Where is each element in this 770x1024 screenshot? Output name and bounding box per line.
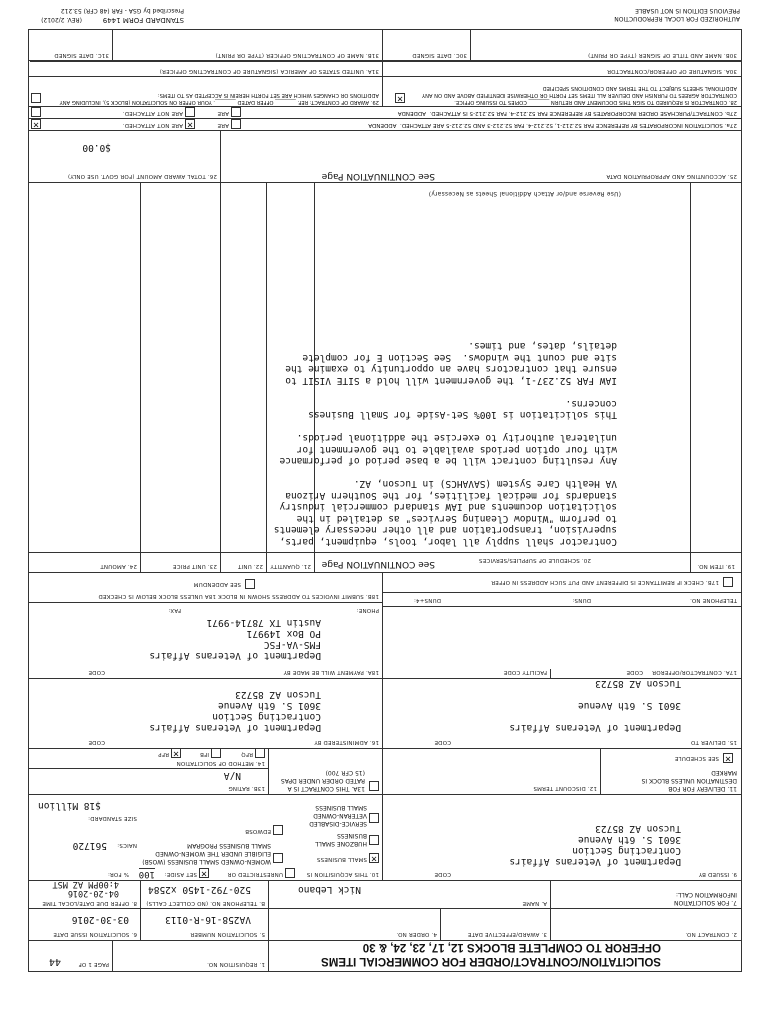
contractor-code-label: CODE	[626, 669, 643, 675]
see-schedule-checkbox[interactable]: ✕	[724, 754, 732, 763]
offer-due-date: 04-20-2016	[67, 888, 119, 898]
discount-terms-label: 12. DISCOUNT TERMS	[533, 785, 597, 791]
payment-line: Department of Veterans Affairs	[149, 650, 321, 661]
solicitation-number: VA258-16-R-0113	[165, 914, 251, 925]
duns4-label: DUNS+4:	[413, 597, 441, 603]
page-label: PAGE 1 OF	[78, 961, 109, 967]
offer-due-time: 4:00PM AZ MST	[52, 879, 119, 889]
contract-no-label: 2. CONTRACT NO.	[685, 931, 737, 937]
payment-fax-label: FAX:	[168, 607, 181, 613]
total-award-label: 26. TOTAL AWARD AMOUNT (FOR GOVT. USE ONLY)	[67, 173, 217, 179]
total-award-amount: $0.00	[82, 142, 111, 153]
schedule-line: VA Health Care System (SAVAHCS) in Tucson, AZ.	[353, 478, 617, 490]
schedule-line: Contractor shall supply all labor, tools, equipment, parts,	[279, 536, 617, 547]
signature30a-label: 30A. SIGNATURE OF OFFEROR/CONTRACTOR	[606, 68, 737, 74]
hubzone-label: HUBZONE SMALL BUSINESS	[315, 832, 367, 847]
footer-form-name: STANDARD FORM 1449	[102, 16, 184, 24]
edwosb-checkbox[interactable]	[273, 825, 283, 835]
27b-are-not-label: ARE NOT ATTACHED.	[122, 110, 183, 116]
remittance-label: 17B. CHECK IF REMITTANCE IS DIFFERENT AND PUT SUCH ADDRESS IN OFFER	[491, 579, 719, 585]
small-business-checkbox[interactable]: ✕	[370, 854, 378, 863]
issuer-line: 3601 S. 6th Avenue	[578, 834, 681, 845]
unit-price-label: 23. UNIT PRICE	[172, 563, 217, 569]
contractor-phone-label: TELEPHONE NO.	[689, 597, 737, 603]
schedule-line: IAW FAR 52.237-1, the government will hold a SITE VISIT to	[285, 375, 617, 386]
name31b-label: 31B. NAME OF CONTRACTING OFFICER (TYPE OR PRINT)	[215, 52, 379, 58]
issuer-line: Department of Veterans Affairs	[509, 856, 681, 867]
rfq-label: RFQ	[241, 751, 253, 757]
unrestricted-label: UNRESTRICTED OR	[227, 871, 283, 877]
administered-line: Department of Veterans Affairs	[149, 722, 321, 733]
administered-line: 3601 S. 6th Avenue	[218, 700, 321, 711]
27a-are-not-checkbox[interactable]: ✕	[186, 120, 194, 129]
sdvosb-label: SERVICE-DISABLED VETERAN-OWNED SMALL BUSINESS	[309, 804, 367, 827]
set-aside-percent: 100	[138, 869, 155, 879]
issuer-line: Contracting Section	[572, 845, 681, 856]
schedule-line: supervision, transportation and all other necessary elements	[273, 524, 617, 536]
requisition-label: 1. REQUISITION NO.	[206, 961, 265, 967]
administered-code-label: CODE	[88, 739, 105, 745]
footer-authorized: AUTHORIZED FOR LOCAL REPRODUCTION	[614, 15, 740, 22]
rfp-checkbox[interactable]: ✕	[172, 749, 180, 758]
see-continuation-accounting: See CONTINUATION Page	[321, 171, 435, 181]
name30b-label: 30B. NAME AND TITLE OF SIGNER (TYPE OR PRINT)	[587, 52, 737, 58]
rfq-checkbox[interactable]	[255, 748, 265, 758]
phone-label: B. TELEPHONE NO. (NO COLLECT CALLS)	[146, 900, 265, 906]
deliver-to-label: 15. DELIVER TO	[690, 739, 737, 745]
27b-checkbox[interactable]	[31, 107, 41, 117]
schedule-line: ensure that contractors have an opportunity to examine the	[285, 363, 617, 375]
ifb-label: IFB	[199, 751, 209, 757]
schedule-line: solicitation documents and IAW standard commercial industry	[279, 501, 617, 513]
award-date-label: 3. AWARD/EFFECTIVE DATE	[467, 931, 547, 937]
date31c-label: 31C. DATE SIGNED	[54, 52, 109, 58]
contractor-label: 17A. CONTRACTOR/OFFEROR	[652, 669, 737, 675]
issue-date-label: 6. SOLICITATION ISSUE DATE	[53, 931, 137, 937]
form-title-line1: SOLICITATION/CONTRACT/ORDER FOR COMMERCIAL ITEMS	[321, 955, 661, 967]
schedule-line: site and count the windows. See Section E for complete	[302, 352, 617, 363]
supplies-label: 20. SCHEDULE OF SUPPLIES/SERVICES	[478, 557, 591, 563]
27a-checkbox[interactable]: ✕	[32, 120, 40, 129]
rfp-label: RFP	[158, 751, 169, 757]
block29-text: 29. AWARD OF CONTRACT: REF. ________ OFFER DATED ________. YOUR OFFER ON SOLICITATION (BLOCK 5), INCLUDING ANY ADDITIONS OR CHANGES WHICH ARE SET FORTH HEREIN IS ACCEPTED AS TO ITEMS:	[59, 92, 379, 105]
contract-incorporates: 27b. CONTRACT/PURCHASE ORDER INCORPORATES BY REFERENCE FAR 52.212-4. FAR 52.212-5 IS ATTACHED. ADDENDA	[397, 110, 737, 116]
offer-due-label: 8. OFFER DUE DATE/LOCAL TIME	[42, 900, 137, 906]
quantity-label: 21. QUANTITY	[270, 563, 311, 569]
rated-order-checkbox[interactable]	[369, 781, 379, 791]
hubzone-checkbox[interactable]	[369, 835, 379, 845]
item-no-label: 19. ITEM NO.	[697, 563, 735, 569]
administered-line: Contracting Section	[212, 711, 321, 722]
schedule-line: with four option periods available to the government for	[296, 444, 617, 455]
naics-code: 561720	[72, 840, 107, 851]
block29-checkbox[interactable]	[31, 93, 41, 103]
issuer-line: Tucson AZ 85723	[595, 823, 681, 834]
administered-line: Tucson AZ 85723	[235, 689, 321, 700]
footer-revision: (REV. 2/2012)	[41, 16, 82, 23]
issued-by-label: 9. ISSUED BY	[698, 871, 737, 877]
schedule-line: standards for medical facilities, for the Southern Arizona	[285, 490, 617, 501]
schedule-line: unilateral authority to exercise the additional periods.	[296, 432, 617, 444]
27a-are-label: ARE	[217, 122, 229, 128]
signature-row	[28, 29, 742, 62]
administered-label: 16. ADMINISTERED BY	[314, 739, 379, 745]
date30c-label: 30C. DATE SIGNED	[412, 52, 467, 58]
facility-code-label: FACILITY CODE	[503, 669, 547, 675]
name-label: A. NAME	[522, 900, 547, 906]
schedule-line: Any resulting contract will be a base period of performance	[279, 455, 617, 467]
ifb-checkbox[interactable]	[211, 748, 221, 758]
payment-line: Austin TX 78714-9971	[206, 617, 321, 628]
percent-for-label: % FOR:	[107, 871, 129, 877]
schedule-line: This solicitation is 100% Set-Aside for Small Business	[308, 409, 617, 421]
sdvosb-checkbox[interactable]	[369, 813, 379, 823]
acquisition-label: 10. THIS ACQUISITION IS	[306, 871, 379, 877]
rating-value: N/A	[223, 770, 241, 781]
footer-previous-edition: PREVIOUS EDITION IS NOT USABLE	[635, 7, 740, 14]
signature31a-label: 31A. UNITED STATES OF AMERICA (SIGNATURE OF CONTRACTING OFFICER)	[159, 68, 379, 74]
payment-phone-label: PHONE:	[356, 607, 379, 613]
27b-are-checkbox[interactable]	[231, 107, 241, 117]
deliver-to-line: 3601 S. 6th Avenue	[578, 700, 681, 711]
small-business-label: SMALL BUSINESS	[316, 856, 367, 862]
contact-name: Nick Lebano	[298, 884, 361, 895]
block28-checkbox[interactable]: ✕	[396, 94, 404, 103]
block28-text: 28. CONTRACTOR IS REQUIRED TO SIGN THIS DOCUMENT AND RETURN ________ COPIES TO ISSUING OFFICE. CONTRACTOR AGREES TO FURNISH AND DELIVER ALL ITEMS SET FORTH OR OTHERWISE IDENTIFIED ABOVE AND ON ANY ADDITIONAL SHEETS SUBJECT TO THE TERMS AND CONDITIONS SPECIFIED	[421, 85, 737, 105]
form-title-line2: OFFEROR TO COMPLETE BLOCKS 12, 17, 23, 24, & 30	[362, 941, 661, 953]
unrestricted-checkbox[interactable]	[285, 868, 295, 878]
schedule-line: to perform "Window Cleaning Services" as detailed in the	[296, 513, 617, 524]
issue-date: 03-30-2016	[71, 914, 129, 925]
deliver-to-line: Department of Veterans Affairs	[509, 722, 681, 733]
duns-label: DUNS:	[572, 597, 591, 603]
solicitation-no-label: 5. SOLICITATION NUMBER	[190, 931, 265, 937]
contact-phone: 520-792-1450 x2584	[148, 884, 251, 895]
payment-code-label: CODE	[88, 669, 105, 675]
see-continuation-schedule: See CONTINUATION Page	[321, 559, 435, 569]
set-aside-label: SET ASIDE:	[164, 871, 197, 877]
page-count: 44	[48, 956, 61, 967]
payment-label: 18A. PAYMENT WILL BE MADE BY	[283, 669, 379, 675]
rated-order-label: 13A. THIS CONTRACT IS A RATED ORDER UNDER DPAS (15 CFR 700)	[280, 769, 365, 792]
info-label: 7. FOR SOLICITATION INFORMATION CALL:	[674, 891, 737, 906]
order-no-label: 4. ORDER NO.	[396, 931, 437, 937]
use-reverse-note: (Use Reverse and/or Attach Additional Sheets as Necessary)	[428, 190, 621, 197]
see-schedule-label: SEE SCHEDULE	[674, 755, 719, 761]
edwosb-label: EDWOSB	[245, 828, 271, 834]
accounting-label: 25. ACCOUNTING AND APPROPRIATION DATA	[606, 173, 737, 179]
27a-are-not-label: ARE NOT ATTACHED.	[122, 122, 183, 128]
27a-are-checkbox[interactable]	[231, 119, 241, 129]
see-addendum-label: SEE ADDENDUM	[193, 581, 241, 587]
deliver-to-line: Tucson AZ 85723	[595, 678, 681, 689]
deliver-to-code-label: CODE	[434, 739, 451, 745]
wosb-label: WOMEN-OWNED SMALL BUSINESS (WOSB) ELIGIBLE UNDER THE WOMEN-OWNED SMALL BUSINESS PROGRAM	[142, 842, 271, 865]
size-standard-label: SIZE STANDARD:	[87, 815, 137, 821]
naics-label: NAICS:	[117, 842, 137, 848]
set-aside-checkbox[interactable]: ✕	[200, 869, 208, 878]
method-label: 14. METHOD OF SOLICITATION	[176, 760, 265, 766]
rating-label: 13B. RATING	[228, 785, 265, 791]
see-addendum-checkbox[interactable]	[245, 579, 255, 589]
payment-line: PO Box 149971	[246, 628, 321, 639]
remittance-checkbox[interactable]	[723, 577, 733, 587]
unit-label: 22. UNIT	[237, 563, 263, 569]
issuer-code-label: CODE	[434, 871, 451, 877]
footer-prescribed: Prescribed by GSA - FAR (48 CFR) 53.212	[60, 7, 184, 14]
sf1449-form	[28, 60, 742, 972]
27b-are-label: ARE	[217, 110, 229, 116]
schedule-line: concerns.	[565, 398, 617, 409]
payment-line: FMS-VA-FSC	[263, 639, 321, 650]
27b-are-not-checkbox[interactable]	[185, 107, 195, 117]
schedule-line: details, dates, and times.	[468, 340, 617, 352]
submit-invoice-label: 18B. SUBMIT INVOICES TO ADDRESS SHOWN IN BLOCK 18A UNLESS BLOCK BELOW IS CHECKED	[98, 593, 379, 599]
delivery-label: 11. DELIVERY FOR FOB DESTINATION UNLESS BLOCK IS MARKED	[641, 769, 737, 792]
solicitation-incorporates: 27a. SOLICITATION INCORPORATES BY REFERENCE FAR 52.212-1, 52.212-4. FAR 52.212-3 AND 52.212-5 ARE ATTACHED. ADDENDA	[368, 122, 737, 128]
size-standard: $18 Million	[38, 800, 101, 811]
wosb-checkbox[interactable]	[273, 853, 283, 863]
amount-label: 24. AMOUNT	[100, 563, 137, 569]
